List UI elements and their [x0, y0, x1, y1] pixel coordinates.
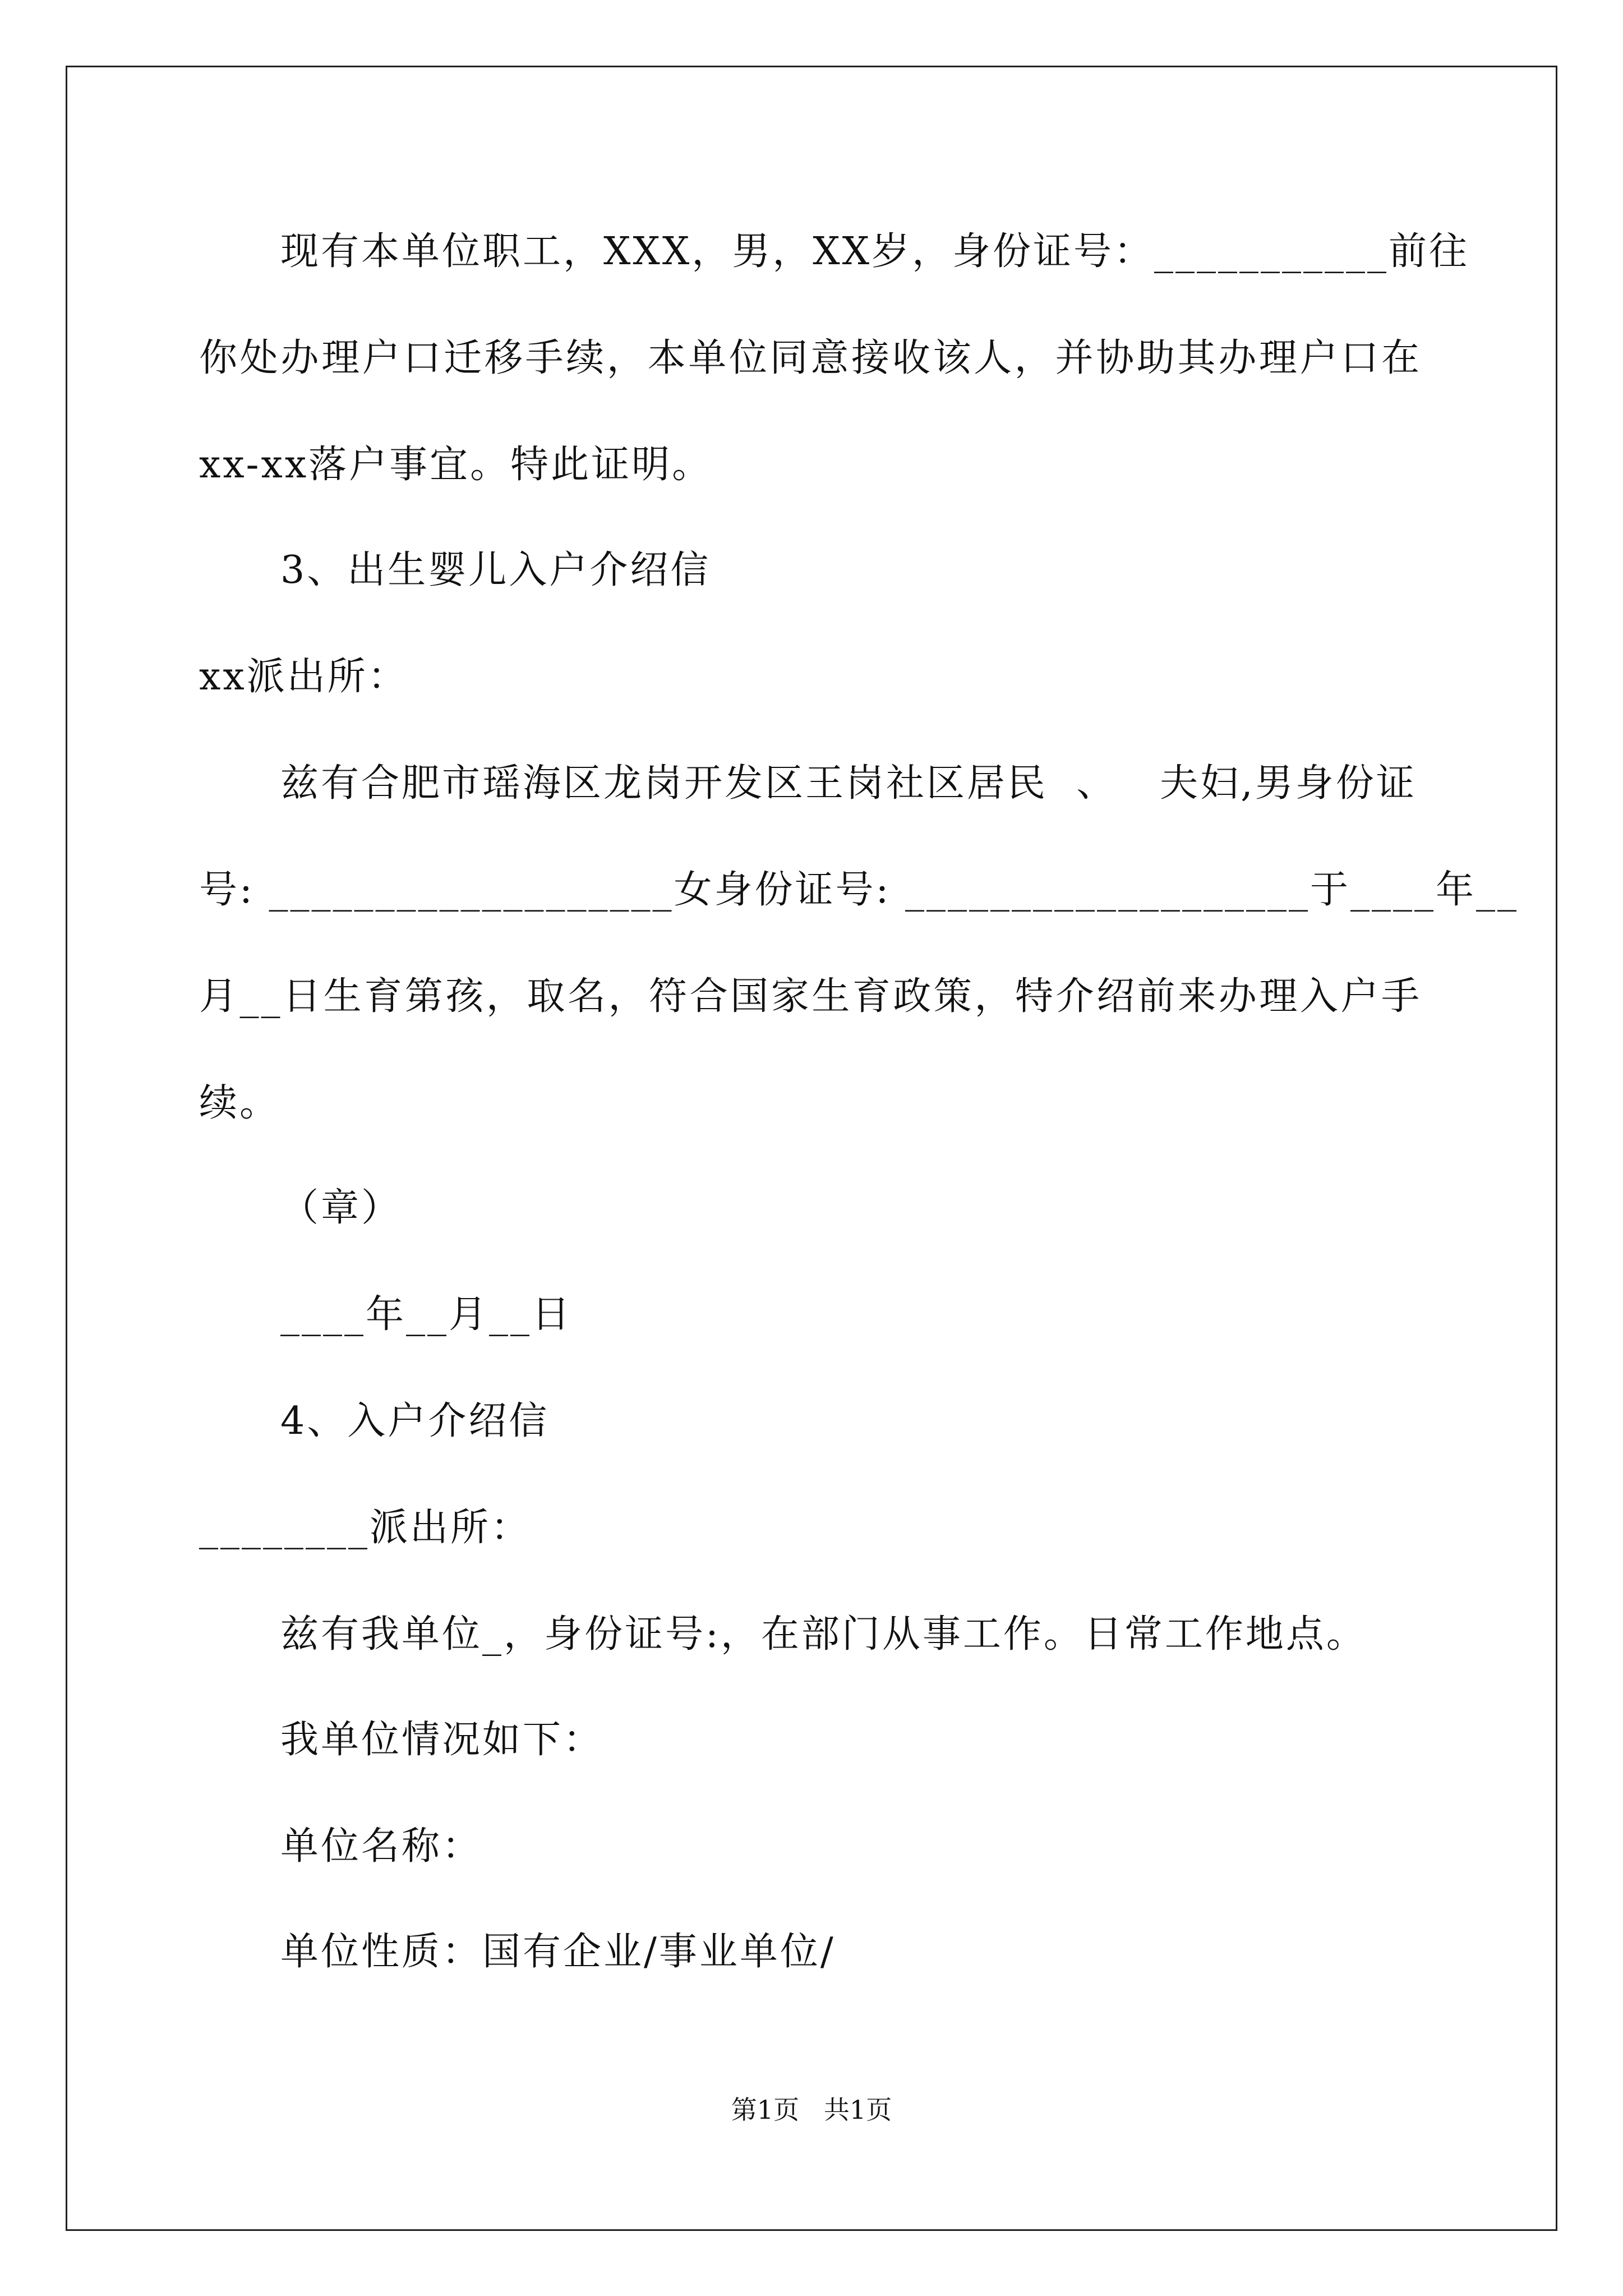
page-footer: 第1页 共1页	[731, 2095, 892, 2125]
unit-type-line: 单位性质：国有企业/事业单位/	[280, 1930, 836, 1974]
section-heading-4: 4、入户介绍信	[280, 1399, 550, 1443]
body-line-1: 现有本单位职工，XXX，男，XX岁，身份证号：___________前往	[280, 229, 1470, 274]
body-line-9: 续。	[199, 1081, 280, 1125]
body-line-8: 月__日生育第孩，取名，符合国家生育政策，特介绍前来办理入户手	[199, 974, 1422, 1019]
body-line-14: 兹有我单位_，身份证号:，在部门从事工作。日常工作地点。	[280, 1612, 1367, 1657]
body-line-6: 兹有合肥市瑶海区龙岗开发区王岗社区居民 、 夫妇,男身份证	[280, 761, 1417, 806]
date-line: ____年__月__日	[280, 1292, 573, 1337]
police-station-line: ________派出所：	[199, 1506, 532, 1550]
body-line-3: xx-xx落户事宜。特此证明。	[199, 443, 713, 487]
addressee-line: xx派出所：	[199, 655, 408, 699]
seal-line: （章）	[280, 1186, 402, 1230]
body-line-2: 你处办理户口迁移手续，本单位同意接收该人，并协助其办理户口在	[199, 336, 1422, 380]
unit-name-line: 单位名称：	[280, 1824, 483, 1869]
section-heading-3: 3、出生婴儿入户介绍信	[280, 548, 711, 592]
page-border	[66, 66, 1557, 2231]
body-line-7: 号: ___________________女身份证号: ___________________于____年__	[199, 868, 1519, 912]
body-line-15: 我单位情况如下：	[280, 1718, 604, 1762]
